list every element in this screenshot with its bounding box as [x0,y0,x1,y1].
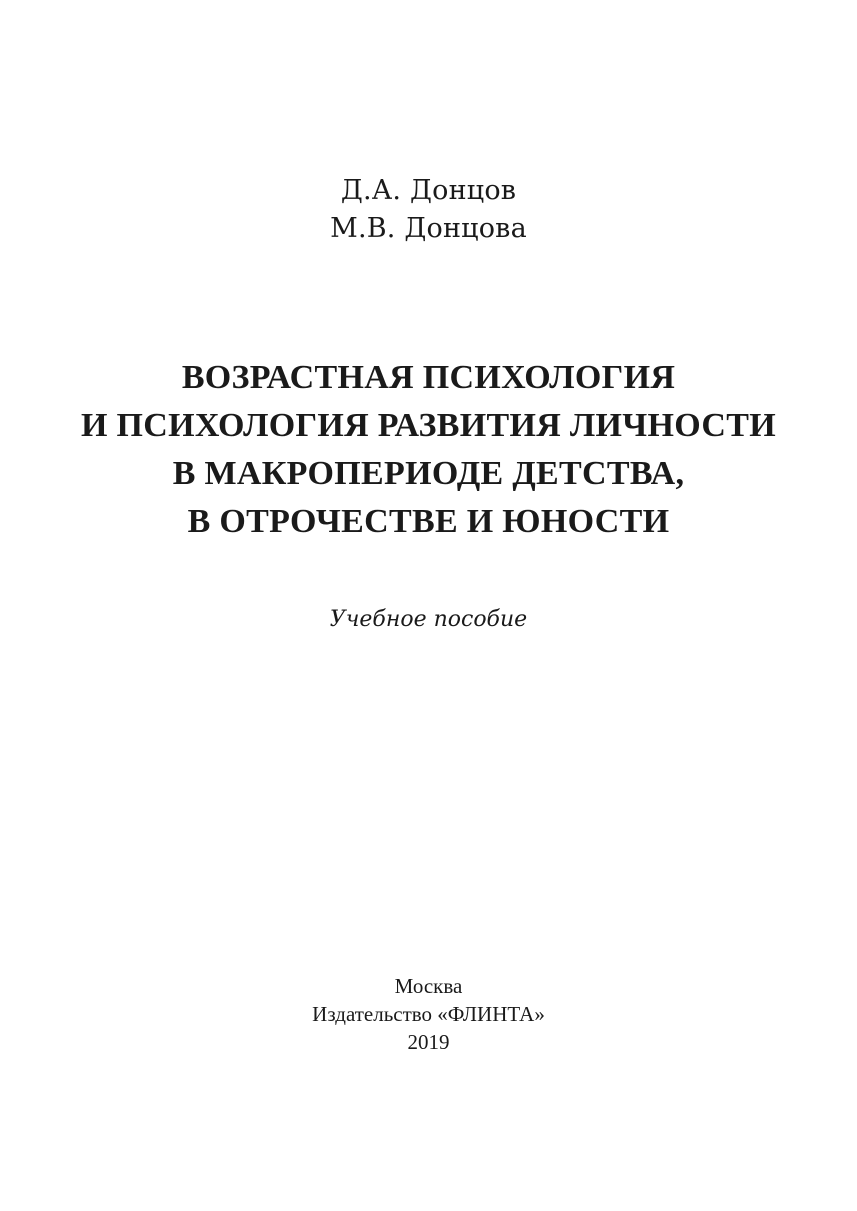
title-line: ВОЗРАСТНАЯ ПСИХОЛОГИЯ [181,359,676,396]
title-line: В МАКРОПЕРИОДЕ ДЕТСТВА, [172,455,685,492]
book-type-subtitle: Учебное пособие [329,607,528,632]
imprint-publisher: Издательство «ФЛИНТА» [312,1002,545,1026]
authors-block [0,172,857,248]
title-line: В ОТРОЧЕСТВЕ И ЮНОСТИ [187,503,670,540]
imprint-block [0,972,857,1056]
imprint-year: 2019 [407,1030,450,1054]
title-line: И ПСИХОЛОГИЯ РАЗВИТИЯ ЛИЧНОСТИ [81,407,776,444]
author-name: Д.А. Донцов [340,175,517,206]
book-title [0,354,857,546]
imprint-city: Москва [394,974,463,998]
author-name: М.В. Донцова [330,213,527,244]
